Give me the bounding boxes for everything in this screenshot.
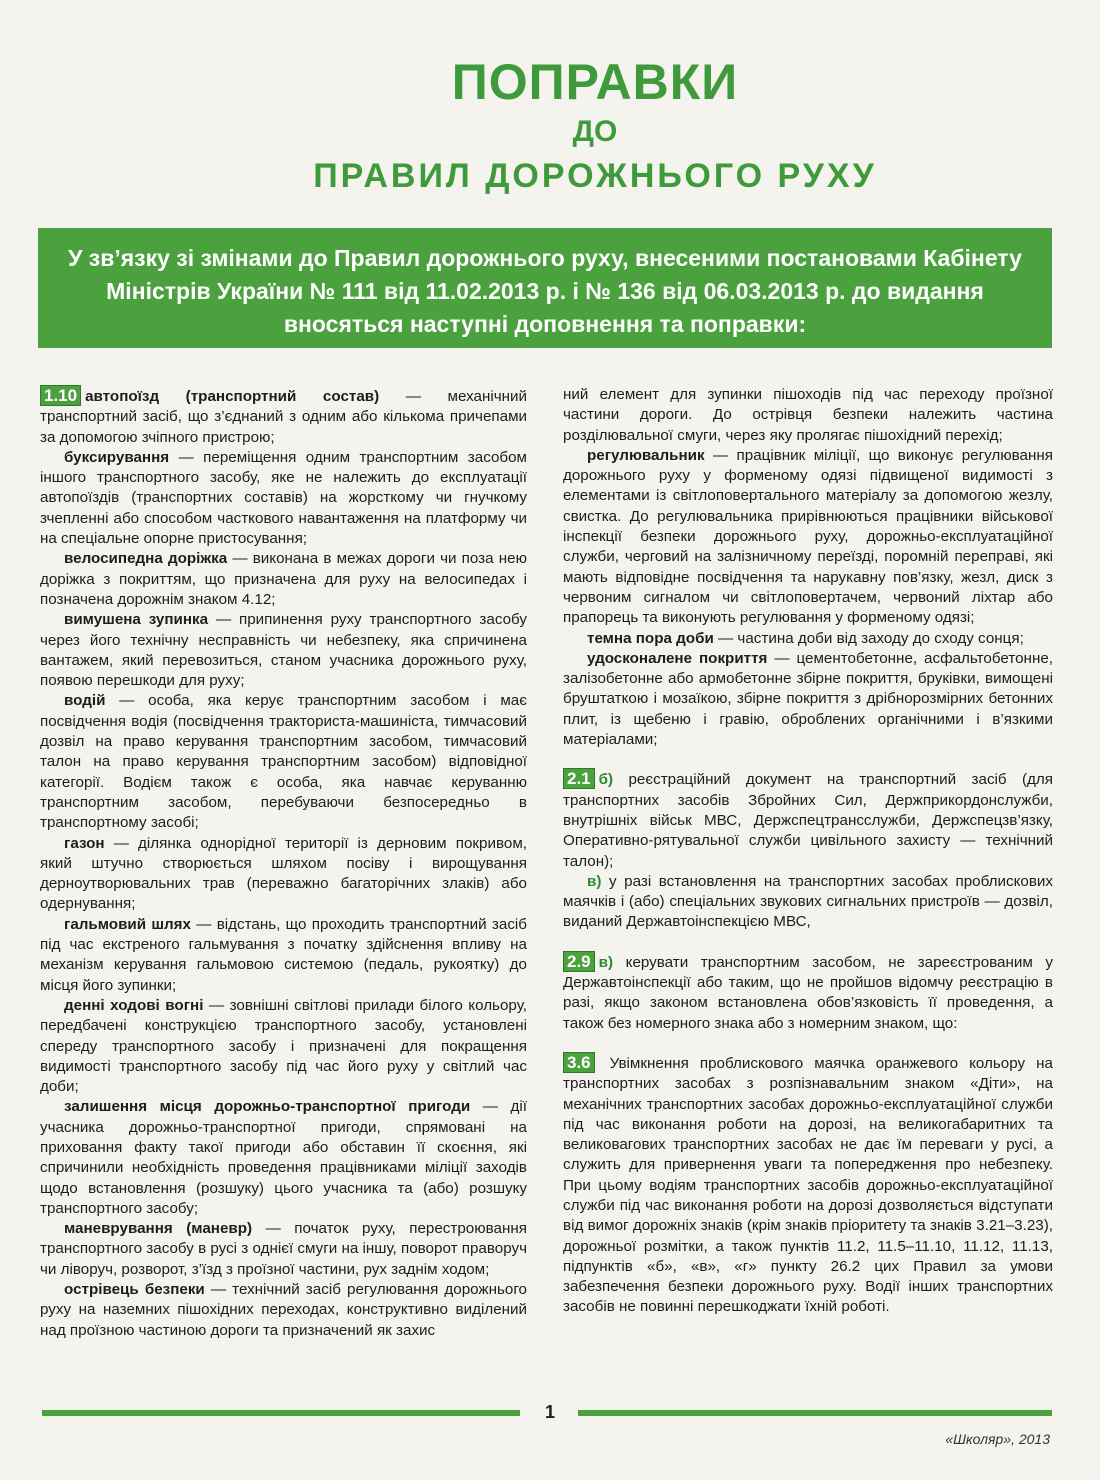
definition: — припинення руху транспортного засобу через його технічну несправність чи небезпеку, яка спричинена вантажем, який перевозиться, станом учасника дорожнього руху, появою перешкоди для руху; bbox=[40, 611, 527, 690]
definition-item bbox=[40, 915, 527, 996]
definition-item bbox=[40, 549, 527, 610]
definition-item bbox=[40, 610, 527, 691]
definition: — зовнішні світлові прилади білого кольору, передбачені конструкцією транспортного засобу, установлені спереду транспортного засобу і призначені для покращення видимості транспортного засобу під час його руху у світлий час доби; bbox=[40, 996, 527, 1096]
term: буксирування bbox=[64, 448, 170, 466]
section-2-1-v bbox=[563, 872, 1053, 933]
subpoint-label: б) bbox=[598, 771, 614, 789]
definition: — цементобетонне, асфальтобетонне, залізобетонне або армобетонне збірне покриття, бруківки, вимощені бруштаткою і мозаїкою, збірне покриття з дрібнорозмірних бетонних плит, із щебеню і гравію, оброблених органічними і в’язкими матеріалами; bbox=[563, 649, 1053, 749]
subpoint-text: керувати транспортним засобом, не зареєстрованим у Державтоінспекції або таким, що не пройшов відомчу реєстрацію в разі, якщо законом встановлена обов’язковість її проведення, а також без номерного знака або з номерним знаком, що: bbox=[563, 953, 1053, 1032]
section-badge-2-1: 2.1 bbox=[563, 768, 595, 789]
definition: — початок руху, перестроювання транспортного засобу в русі з однієї смуги на іншу, поворот праворуч чи ліворуч, розворот, з’їзд з проїзної частини, рух заднім ходом; bbox=[40, 1220, 527, 1278]
definition-item bbox=[40, 448, 527, 549]
banner-line-3: вносяться наступні доповнення та поправки: bbox=[283, 311, 807, 337]
section-badge-1-10: 1.10 bbox=[40, 385, 81, 406]
definition-item bbox=[563, 649, 1053, 750]
term: маневрування (маневр) bbox=[64, 1220, 253, 1238]
definition: — технічний засіб регулювання дорожнього руху на наземних пішохідних переходах, конструктивно виділений над проїзною частиною дороги та призначений як захис bbox=[40, 1281, 527, 1339]
definition-item bbox=[563, 446, 1053, 629]
definition: — виконана в межах дороги чи поза нею доріжка з покриттям, що призначена для руху на велосипедах і позначена дорожнім знаком 4.12; bbox=[40, 550, 527, 608]
subpoint-text: у разі встановлення на транспортних засобах проблискових маячків і (або) спеціальних звукових сигнальних пристроїв — дозвіл, виданий Державтоінспекцією МВС, bbox=[563, 872, 1053, 931]
section-badge-2-9: 2.9 bbox=[563, 951, 595, 972]
section-text: Увімкнення проблискового маячка оранжевого кольору на транспортних засобах з розпізнавальним знаком «Діти», на механічних транспортних засобах дорожньо-експлуатаційної служби під час виконання роботи на дорозі, на великогабаритних та великовагових транспортних засобах не дає їм переваги у русі, а служить для привернення уваги та попередження про небезпеку. При цьому водіям транспортних засобів дорожньо-експлуатаційної служби під час виконання роботи на дорозі дозволяється відступати від вимог дорожніх знаків (крім знаків пріоритету та знаків 3.21–3.23), дорожньої розмітки, а також пунктів 11.2, 11.5–11.10, 11.12, 11.13, підпунктів «б», «в», «г» пункту 26.2 цих Правил за умови забезпечення безпеки дорожнього руху. Водії інших транспортних засобів не повинні перешкоджати їхній роботі. bbox=[563, 1054, 1053, 1316]
definition: — механічний транспортний засіб, що з’єднаний з одним або кількома причепами за допомогою зчіпного пристрою; bbox=[40, 388, 527, 446]
right-column bbox=[563, 385, 1053, 1318]
section-2-9 bbox=[563, 951, 1053, 1034]
definition-item bbox=[40, 996, 527, 1097]
term: гальмовий шлях bbox=[64, 915, 191, 933]
definition-item bbox=[563, 629, 1053, 649]
left-column bbox=[40, 385, 527, 1341]
subpoint-label: в) bbox=[598, 953, 614, 971]
definition-item bbox=[40, 1097, 527, 1219]
definition: — особа, яка керує транспортним засобом і має посвідчення водія (посвідчення тракториста-машиніста, тимчасовий дозвіл на право керування транспортним засобом, тимчасовий талон на право керування транспортним засобом) відповідної категорії. Водієм також є особа, яка навчає керуванню транспортним засобом, перебуваючи безпосередньо в транспортному засобі; bbox=[40, 692, 527, 832]
banner-line-1: У зв’язку зі змінами до Правил дорожнього руху, внесеними постановами Кабінету bbox=[68, 245, 1022, 271]
intro-banner bbox=[38, 228, 1052, 348]
definition: — ділянка однорідної території із дерновим покривом, який штучно створюється шляхом посіву і вирощування дерноутворювальних трав (переважно багаторічних злаків) або одернування; bbox=[40, 834, 527, 913]
definition-item bbox=[40, 385, 527, 448]
title-line-1: ПОПРАВКИ bbox=[451, 54, 739, 110]
definition: — частина доби від заходу до сходу сонця; bbox=[713, 629, 1024, 647]
title-block bbox=[0, 52, 1100, 200]
term: темна пора доби bbox=[587, 629, 714, 647]
publisher-credit: «Школяр», 2013 bbox=[945, 1431, 1050, 1447]
subpoint-text: реєстраційний документ на транспортний засіб (для транспортних засобів Збройних Сил, Держприкордонслужби, внутрішніх військ МВС, Держспецтрансслужби, Держспецзв’язку, Оперативно-рятувальної служби цивільного захисту — технічний талон); bbox=[563, 771, 1053, 870]
title-line-2: ДО bbox=[572, 115, 618, 148]
term: водій bbox=[64, 692, 106, 710]
term: залишення місця дорожньо-транспортної пригоди bbox=[64, 1098, 471, 1116]
definition-continuation: ний елемент для зупинки пішоходів під час переходу проїзної частини дороги. До острівця безпеки належить частина розділювальної смуги, через яку пролягає пішохідний перехід; bbox=[563, 386, 1053, 444]
footer-rule-left bbox=[42, 1410, 520, 1416]
definition-item bbox=[40, 1280, 527, 1341]
subpoint-label: в) bbox=[587, 872, 602, 890]
page-number: 1 bbox=[544, 1402, 555, 1422]
definition: — працівник міліції, що виконує регулювання дорожнього руху у форменому одязі підвищеної видимості з елементами із світлоповертального матеріалу за допомогою жезлу, свистка. До регулювальника прирівнюються працівники військової інспекції безпеки дорожнього руху, дорожньо-експлуатаційної служби, черговий на залізничному переїзді, поромній переправі, які мають відповідне посвідчення та нарукавну пов’язку, жезл, диск з червоним сигналом чи світлоповертачем, червоний ліхтар або прапорець та виконують регулювання у форменому одязі; bbox=[563, 446, 1053, 627]
term: велосипедна доріжка bbox=[64, 550, 228, 568]
section-3-6 bbox=[563, 1052, 1053, 1318]
definition: — відстань, що проходить транспортний засіб під час екстреного гальмування з початку здійснення впливу на механізм керування гальмовою системою (педаль, рукоятку) до місця його зупинки; bbox=[40, 915, 527, 994]
section-2-1-b bbox=[563, 768, 1053, 871]
definition: — переміщення одним транспортним засобом іншого транспортного засобу, яке не належить до експлуатації автопоїздів (транспортних составів) на жорсткому чи гнучкому зчепленні або способом часткового навантаження на платформу чи на спеціальне опорне пристосування; bbox=[40, 448, 527, 548]
footer-rule-right bbox=[578, 1410, 1052, 1416]
definition-item bbox=[40, 691, 527, 833]
term: острівець безпеки bbox=[64, 1281, 205, 1299]
term: газон bbox=[64, 834, 105, 852]
definition-item bbox=[40, 1219, 527, 1280]
term: удосконалене покриття bbox=[587, 649, 768, 667]
section-badge-3-6: 3.6 bbox=[563, 1052, 595, 1073]
definition-item bbox=[40, 834, 527, 915]
title-line-3: ПРАВИЛ ДОРОЖНЬОГО РУХУ bbox=[313, 157, 877, 195]
term: регулювальник bbox=[587, 446, 705, 464]
term: автопоїзд (транспортний состав) bbox=[85, 388, 380, 405]
banner-line-2: Міністрів України № 111 від 11.02.2013 р. і № 136 від 06.03.2013 р. до видання bbox=[106, 278, 984, 304]
definition: — дії учасника дорожньо-транспортної пригоди, спрямовані на приховання факту такої пригоди або обставин її скоєння, які спричинили необхідність проведення працівниками міліції заходів щодо встановлення (розшуку) цього учасника та (або) розшуку транспортного засобу; bbox=[40, 1098, 527, 1217]
term: вимушена зупинка bbox=[64, 611, 209, 629]
term: денні ходові вогні bbox=[64, 996, 204, 1014]
